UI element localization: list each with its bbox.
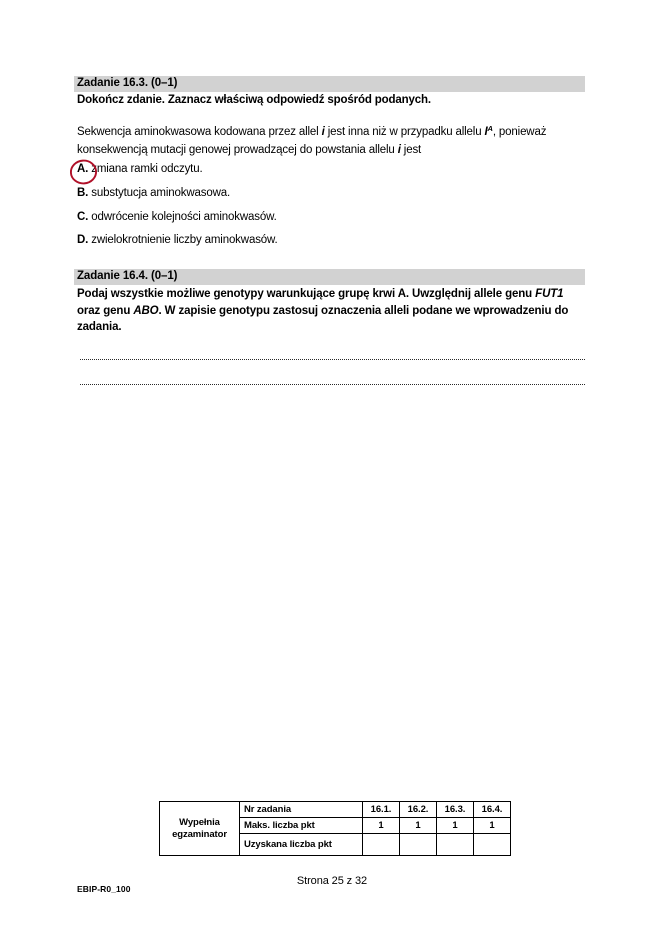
option-d-letter: D.: [77, 234, 89, 246]
option-b-text: substytucja aminokwasowa.: [91, 187, 231, 199]
task-number-16-3: 16.3.: [437, 802, 474, 818]
obtained-points-16-2[interactable]: [400, 834, 437, 856]
task-number-16-2: 16.2.: [400, 802, 437, 818]
task-16-3-instruction: Dokończ zdanie. Zaznacz właściwą odpowiedź spośród podanych.: [77, 94, 431, 106]
examiner-label-cell: [160, 802, 240, 856]
option-c-letter: C.: [77, 211, 89, 223]
row-head-task-number: Nr zadania: [240, 802, 363, 818]
stem-text-b: jest inna niż w przypadku allelu: [324, 126, 485, 138]
examiner-score-table: [159, 801, 511, 856]
task-16-4-heading-band: [74, 269, 585, 285]
stem-text-c: ,: [492, 126, 496, 138]
answer-line-2[interactable]: [80, 383, 585, 385]
table-row: [160, 802, 511, 818]
option-d[interactable]: [77, 234, 278, 246]
gene-name-abo: ABO: [133, 304, 159, 317]
examiner-label-line1: Wypełnia: [179, 816, 220, 828]
obtained-points-16-3[interactable]: [437, 834, 474, 856]
task-number-16-4: 16.4.: [474, 802, 511, 818]
option-a-letter: A.: [77, 163, 89, 175]
stem-allele-superscript: A: [487, 124, 493, 133]
option-a[interactable]: [77, 163, 203, 175]
task-16-3-heading-label: Zadanie 16.3. (0–1): [77, 77, 178, 89]
stem-text-e: jest: [400, 144, 422, 156]
option-c-text: odwrócenie kolejności aminokwasów.: [91, 211, 277, 223]
task-number-16-1: 16.1.: [363, 802, 400, 818]
max-points-16-2: 1: [400, 818, 437, 834]
option-b[interactable]: [77, 187, 230, 199]
max-points-16-4: 1: [474, 818, 511, 834]
task-16-4-text-c: . W zapisie genotypu zastosuj oznaczenia alleli podane we wprowadzeniu do zadania.: [77, 304, 569, 333]
max-points-16-3: 1: [437, 818, 474, 834]
option-a-text: zmiana ramki odczytu.: [91, 163, 203, 175]
task-16-4-text-b: oraz genu: [77, 304, 134, 317]
task-16-4-instruction: [77, 286, 589, 336]
stem-text-d: ponieważ konsekwencją mutacji genowej prowadzącej do powstania allelu: [77, 126, 547, 156]
max-points-16-1: 1: [363, 818, 400, 834]
answer-line-1[interactable]: [80, 358, 585, 360]
footer-page-number: Strona 25 z 32: [296, 875, 368, 887]
stem-allele-i-capital: I: [484, 126, 488, 138]
option-b-letter: B.: [77, 187, 89, 199]
row-head-max-points: Maks. liczba pkt: [240, 818, 363, 834]
footer-document-code: EBIP-R0_100: [77, 884, 131, 894]
stem-text-a: Sekwencja aminokwasowa kodowana przez allel: [77, 126, 322, 138]
stem-allele-i: i: [321, 126, 325, 138]
examiner-label-line2: egzaminator: [172, 828, 227, 840]
task-16-4-text-a: Podaj wszystkie możliwe genotypy warunkujące grupę krwi A. Uwzględnij allele genu: [77, 288, 536, 300]
stem-allele-i-2: i: [397, 144, 401, 156]
row-head-obtained-points: Uzyskana liczba pkt: [240, 834, 363, 856]
option-d-text: zwielokrotnienie liczby aminokwasów.: [91, 234, 278, 246]
task-16-3-heading-band: [74, 76, 585, 92]
task-16-4-heading-label: Zadanie 16.4. (0–1): [77, 270, 178, 282]
gene-name-fut1: FUT1: [535, 288, 564, 300]
task-16-3-stem: [77, 120, 589, 159]
obtained-points-16-1[interactable]: [363, 834, 400, 856]
option-c[interactable]: [77, 211, 277, 223]
obtained-points-16-4[interactable]: [474, 834, 511, 856]
